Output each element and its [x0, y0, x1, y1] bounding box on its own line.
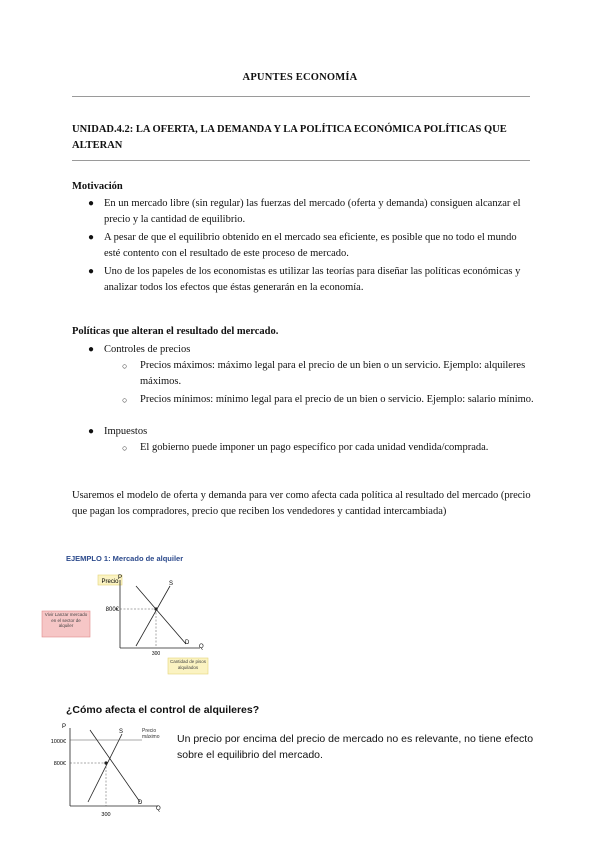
motivacion-list [88, 196, 534, 296]
page-header-title: APUNTES ECONOMÍA [242, 72, 358, 83]
unit-title: UNIDAD.4.2: LA OFERTA, LA DEMANDA Y LA POLÍTICA ECONÓMICA POLÍTICAS QUE ALTERAN [72, 124, 507, 151]
figure2-demand-curve [90, 730, 140, 802]
sub-bullet-icon: ○ [122, 395, 128, 405]
figure1-price-value: 800€ [105, 607, 119, 613]
figure1-title: EJEMPLO 1: Mercado de alquiler [66, 554, 184, 563]
figure1-d-label: D [185, 640, 190, 646]
figure2-supply-curve [88, 734, 122, 802]
figure1-graph [36, 566, 236, 684]
list-item: ● A pesar de que el equilibrio obtenido en el mercado sea eficiente, es posible que no todo el mundo esté contento con el resultado de este proceso de mercado. [88, 232, 517, 259]
figure1-supply-curve [136, 586, 170, 646]
figure1-demand-curve [136, 586, 186, 644]
figure2-q-axis-label: Q [156, 806, 161, 812]
bullet-icon: ● [88, 198, 95, 209]
figure2-d-label: D [138, 800, 143, 806]
figure2-s-label: S [119, 729, 124, 735]
sub-bullet-icon: ○ [122, 361, 128, 371]
sub-bullet-icon: ○ [122, 443, 128, 453]
motivacion-heading: Motivación [72, 181, 123, 192]
figure1-qty-value: 300 [151, 651, 161, 657]
controles-sublist [122, 358, 534, 408]
figure2-price-eq: 800€ [53, 761, 66, 767]
control-heading: ¿Cómo afecta el control de alquileres? [66, 704, 260, 716]
bullet-icon: ● [88, 266, 95, 277]
impuestos-sublist [122, 440, 520, 456]
figure2-price-high: 1000€ [50, 739, 66, 745]
list-item-precios-maximos: ○ Precios máximos: máximo legal para el precio de un bien o un servicio. Ejemplo: alquileres máximos. [122, 360, 526, 387]
list-item: ● Uno de los papeles de los economistas es utilizar las teorías para diseñar las políticas económicas y analizar todos los efectos que éstas generarán en la economía. [88, 266, 521, 293]
figure2-qty-value: 300 [101, 812, 111, 818]
figure1-price-tag: Precio [101, 579, 119, 585]
list-item-controles: ● Controles de precios [104, 342, 534, 358]
figure1-note-bottom: Cantidad de pisos alquilados [169, 659, 207, 670]
figure1-note-left: Vivir Lanzar mercado en el sector de alquiler [44, 612, 88, 628]
header-divider [72, 96, 530, 97]
unit-divider [72, 160, 530, 161]
intro-paragraph: Usaremos el modelo de oferta y demanda para ver como afecta cada política al resultado del mercado (precio que pagan los compradores, precio que reciben los vendedores y cantidad intercambiada) [72, 490, 531, 517]
figure2-p-axis-label: P [62, 724, 67, 730]
bullet-icon: ● [88, 426, 95, 437]
figure1-s-label: S [169, 581, 174, 587]
figure2-graph [36, 718, 176, 822]
figure2-equilibrium-point [104, 761, 107, 764]
figure1-p-axis-label: P [118, 575, 123, 581]
figure2-note: Precio máximo [142, 728, 160, 740]
list-item-precios-minimos: ○ Precios mínimos: mínimo legal para el precio de un bien o servicio. Ejemplo: salario mínimo. [140, 392, 534, 408]
bullet-icon: ● [88, 344, 95, 355]
bullet-icon: ● [88, 232, 95, 243]
figure1-equilibrium-point [154, 607, 157, 610]
list-item-impuestos: ● Impuestos [104, 424, 534, 440]
politicas-heading: Políticas que alteran el resultado del mercado. [72, 326, 279, 337]
list-item: ● En un mercado libre (sin regular) las fuerzas del mercado (oferta y demanda) consiguen alcanzar el precio y la cantidad de equilibrio. [88, 198, 521, 225]
list-item-impuestos-detail: ○ El gobierno puede imponer un pago específico por cada unidad vendida/comprada. [140, 440, 520, 456]
impuestos-list [88, 424, 534, 440]
figure1-q-axis-label: Q [199, 644, 204, 650]
control-paragraph: Un precio por encima del precio de mercado no es relevante, no tiene efecto sobre el equilibrio del mercado. [177, 733, 534, 761]
politicas-list [88, 342, 534, 358]
